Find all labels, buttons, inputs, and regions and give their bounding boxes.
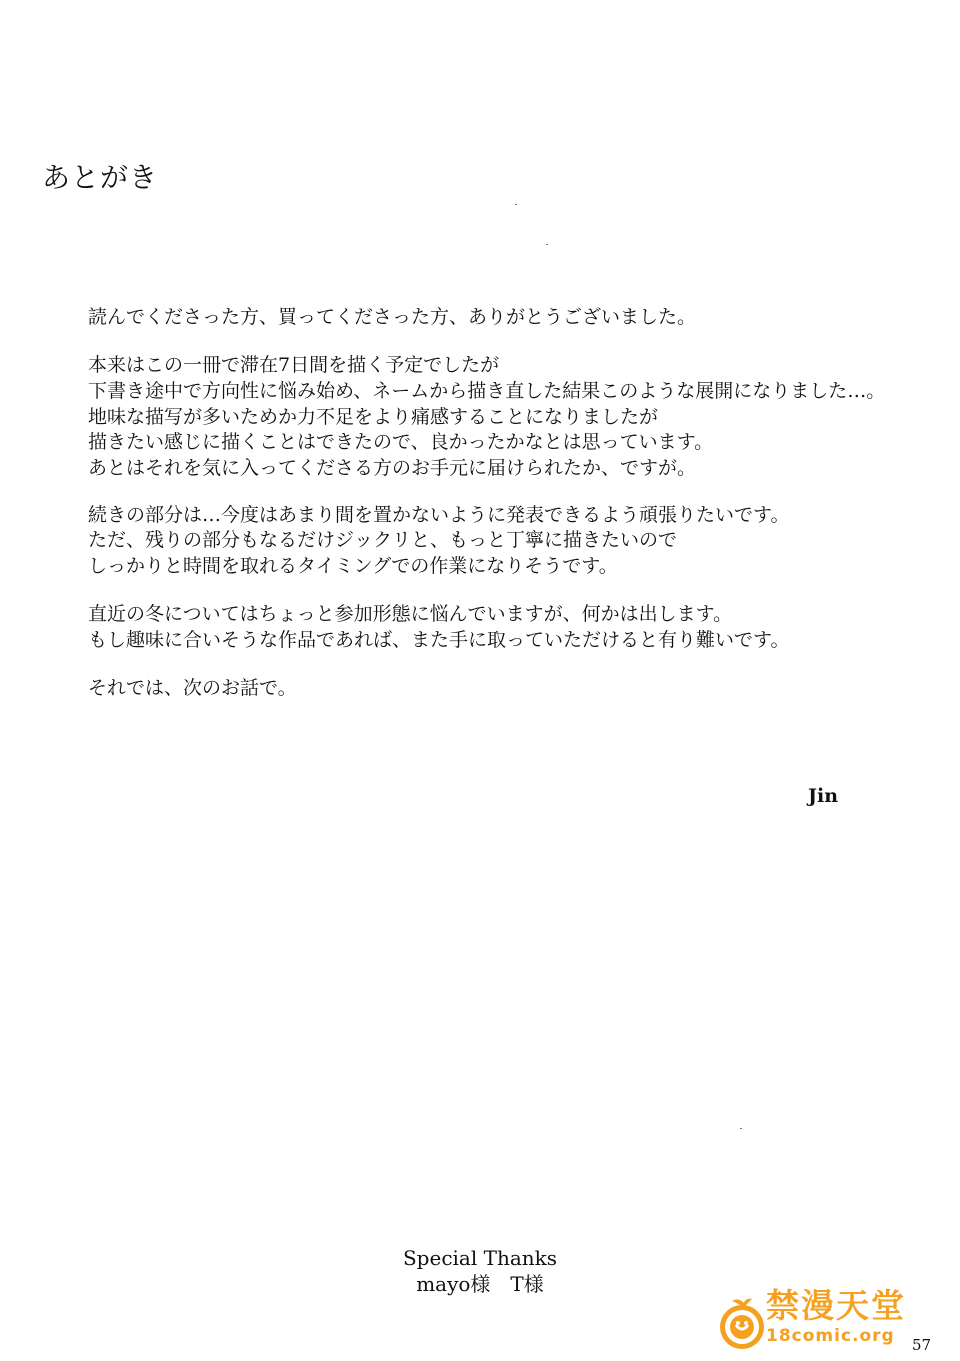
body-line: 地味な描写が多いためか力不足をより痛感することになりましたが <box>88 406 659 428</box>
special-thanks-heading: Special Thanks <box>402 1246 558 1270</box>
author-signature: Jin <box>808 785 839 807</box>
scan-speck <box>546 244 548 245</box>
special-thanks-names: mayo様 T様 <box>416 1272 544 1296</box>
body-line: それでは、次のお話で。 <box>88 677 297 699</box>
scan-speck <box>515 204 517 205</box>
body-line: 直近の冬についてはちょっと参加形態に悩んでいますが、何かは出します。 <box>88 603 733 625</box>
scan-speck <box>740 1128 742 1129</box>
page-title: あとがき <box>42 161 159 194</box>
watermark <box>708 1283 923 1355</box>
watermark-text: 禁漫天堂 <box>766 1286 906 1325</box>
watermark-logo-icon <box>714 1295 770 1351</box>
page-number: 57 <box>912 1336 932 1354</box>
body-line: 本来はこの一冊で滞在7日間を描く予定でしたが <box>88 354 500 376</box>
body-line: ただ、残りの部分もなるだけジックリと、もっと丁寧に描きたいので <box>88 529 678 551</box>
body-line: 続きの部分は…今度はあまり間を置かないように発表できるよう頑張りたいです。 <box>88 504 790 526</box>
body-line: 描きたい感じに描くことはできたので、良かったかなとは思っています。 <box>88 431 714 453</box>
body-line: 読んでくださった方、買ってくださった方、ありがとうございました。 <box>88 306 697 328</box>
body-line: 下書き途中で方向性に悩み始め、ネームから描き直した結果このような展開になりました…。 <box>88 380 886 402</box>
body-line: しっかりと時間を取れるタイミングでの作業になりそうです。 <box>88 555 618 577</box>
watermark-url: 18comic.org <box>766 1326 895 1346</box>
body-line: あとはそれを気に入ってくださる方のお手元に届けられたか、ですが。 <box>88 457 697 479</box>
body-line: もし趣味に合いそうな作品であれば、また手に取っていただけると有り難いです。 <box>88 629 790 651</box>
